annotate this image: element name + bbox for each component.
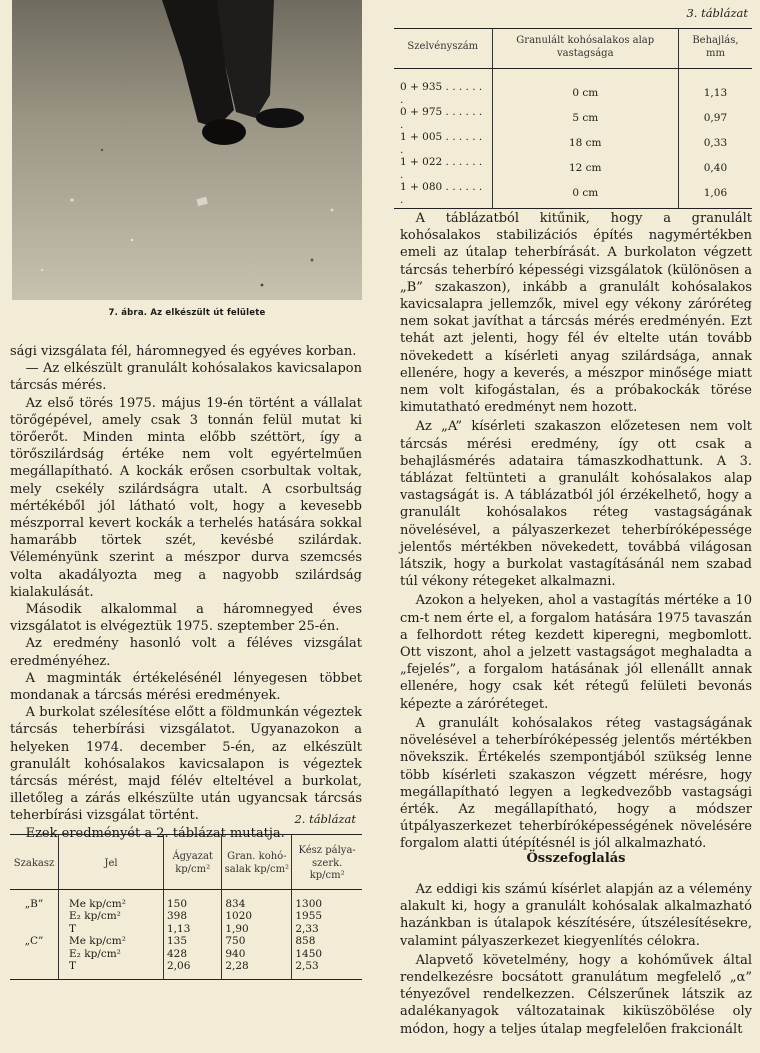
paragraph: A granulált kohósalakos réteg vastagságának növelésével a teherbíróképesség jelentős mértékben növekszik. Értékelés szempontjából szükség lenne több kísérleti szakaszon végzett mérésre, hogy megállapítható legyen a legkedvezőbb vastagsági érték. Az megállapítható, hogy a módszer útpályaszerkezet teherbíróképességének növelésére forgalom alatti útépítésnél is jól alkalmazható.	[400, 715, 752, 852]
table-row	[394, 156, 752, 181]
table-cell: 1,06	[678, 181, 752, 209]
paragraph: Az „A” kísérleti szakaszon előzetesen nem volt tárcsás mérési eredmény, így ott csak a behajlásmérés adataira támaszkodhattunk. A 3. táblázat feltünteti a granulált kohósalakos alap vastagságát is. A táblázatból jól érzékelhető, hogy a granulált kohósalakos réteg vastagságának növelésével, a pályaszerkezet teherbíróképessége jelentős mértékben növekedett, továbbá világosan látszik, hogy a burkolat vastagításánál nem szabad túl vékony rétegeket alkalmazni.	[400, 419, 752, 590]
paragraph: — Az elkészült granulált kohósalakos kavicsalapon tárcsás mérés.	[10, 361, 362, 394]
paragraph: Az eredmény hasonló volt a féléves vizsgálat eredményéhez.	[10, 636, 362, 669]
table-cell: T	[59, 923, 164, 936]
figure-photo	[12, 0, 362, 300]
table-cell: 858	[292, 935, 362, 948]
table-cell: 428	[164, 948, 222, 961]
shoe-right	[256, 108, 304, 128]
table-cell: 135	[164, 935, 222, 948]
table-cell: Me kp/cm²	[59, 889, 164, 910]
table-2-grid	[10, 834, 362, 980]
table-cell	[10, 948, 59, 961]
table-cell: 398	[164, 910, 222, 923]
table-cell: Me kp/cm²	[59, 935, 164, 948]
right-column-text	[400, 210, 752, 853]
paragraph: Alapvető követelmény, hogy a kohóművek által rendelkezésre bocsátott granulátum megfelelő „α” tényezővel rendelkezzen. Célszerűnek látszik az adalékanyagok változatainak kiküszöbölése oly módon, hogy a teljes útalap megfelelően frakcionált	[400, 952, 752, 1037]
table-row	[10, 889, 362, 910]
table-cell	[10, 910, 59, 923]
table-cell: 1 + 080 . . . . . . .	[400, 181, 483, 206]
table-cell: „B”	[24, 897, 44, 910]
table-cell: 1 + 005 . . . . . . .	[400, 131, 483, 156]
table-row	[394, 69, 752, 107]
summary-text	[400, 881, 752, 1038]
paragraph: sági vizsgálata fél, háromnegyed és egyéves korban.	[10, 344, 357, 359]
table-header-cell: Granulált kohósalakos alap vastagsága	[492, 29, 678, 69]
table-cell: E₂ kp/cm²	[59, 948, 164, 961]
table-cell	[10, 923, 59, 936]
table-row	[394, 131, 752, 156]
table-cell: 0,33	[678, 131, 752, 156]
table-cell: 1300	[292, 889, 362, 910]
table-cell: 2,33	[292, 923, 362, 936]
table-row	[10, 910, 362, 923]
table-cell: 5 cm	[492, 106, 678, 131]
paragraph: Második alkalommal a háromnegyed éves vizsgálatot is elvégeztük 1975. szeptember 25-én.	[10, 602, 362, 635]
table-header-cell: Ágyazat kp/cm²	[164, 835, 222, 890]
table-row	[394, 106, 752, 131]
table-cell: 0 cm	[492, 69, 678, 107]
table-row	[10, 960, 362, 979]
table-header-cell: Szakasz	[10, 835, 59, 890]
table-header-cell: Kész pálya-szerk. kp/cm²	[292, 835, 362, 890]
table-cell: 834	[222, 889, 292, 910]
left-column-text	[10, 343, 362, 842]
table-cell: 0,40	[678, 156, 752, 181]
paragraph: A táblázatból kitűnik, hogy a granulált kohósalakos stabilizációs építés nagymértékben emeli az útalap teherbírását. A burkolaton végzett tárcsás teherbíró képességi vizsgálatok (különösen a „B” szakaszon), inkább a granulált kohósalakos kavicsalapra jellemzők, mivel egy vékony záróréteg nem sokat javíthat a tárcsás mérés eredményén. Ezt tehát azt jelenti, hogy fél év eltelte után tovább növekedett a kísérleti anyag szilárdsága, annak ellenére, hogy a keverés, a mészpor minősége miatt nem volt kifogástalan, és a próbakockák törése kimutatható eredményt nem hozott.	[400, 211, 752, 416]
paragraph: Azokon a helyeken, ahol a vastagítás mértéke a 10 cm-t nem érte el, a forgalom hatására 1975 tavaszán a felhordott réteg kezdett kiperegni, megbomlott. Ott viszont, ahol a jelzett vastagságot meghaladta a „fejelés”, a forgalom hatásának jól ellenállt annak ellenére, hogy csak két rétegű felületi bevonás képezte a záróréteget.	[400, 593, 752, 712]
paragraph: A magminták értékelésénél lényegesen többet mondanak a tárcsás mérési eredmények.	[10, 670, 362, 704]
table-cell: 2,28	[222, 960, 292, 979]
table-cell: 12 cm	[492, 156, 678, 181]
table-2	[10, 812, 362, 980]
table-header-cell: Gran. kohó-salak kp/cm²	[222, 835, 292, 890]
shoe-left	[202, 119, 246, 145]
road-surface-illustration	[12, 0, 362, 300]
table-cell: 1020	[222, 910, 292, 923]
table-cell: 0 + 975 . . . . . . .	[400, 106, 483, 131]
table-cell: T	[59, 960, 164, 979]
table-cell: 18 cm	[492, 131, 678, 156]
table-cell: 150	[164, 889, 222, 910]
table-cell: 750	[222, 935, 292, 948]
table-cell	[10, 960, 59, 979]
paragraph: Az első törés 1975. május 19-én történt a vállalat törőgépével, amely csak 3 tonnán felül mutat ki törőerőt. Minden minta előbb széttört, így a törőszilárdság értéke nem volt egyértelműen megállapítható. A kockák erősen csorbultak voltak, mely csekély szilárdságra utalt. A csorbultság mértékéből jól látható volt, hogy a kevesebb mészporral kevert kockák a terhelés hatására sokkal hamarább törtek szét, kevésbé szilárdak. Véleményünk szerint a mészpor durva szemcsés volta akadályozta meg a nagyobb szilárdság kialakulását.	[10, 395, 362, 600]
table-cell: 1955	[292, 910, 362, 923]
table-cell: 2,53	[292, 960, 362, 979]
table-cell: 1,90	[222, 923, 292, 936]
table-cell: 1,13	[164, 923, 222, 936]
table-2-title: 2. táblázat	[294, 812, 356, 826]
table-cell: 0 cm	[492, 181, 678, 209]
table-header-cell: Szelvényszám	[394, 29, 492, 69]
table-cell: 1,13	[678, 69, 752, 107]
table-row	[394, 181, 752, 209]
table-cell: 2,06	[164, 960, 222, 979]
table-cell: 0,97	[678, 106, 752, 131]
paragraph: Az eddigi kis számú kísérlet alapján az a vélemény alakult ki, hogy a granulált kohósalak alkalmazható hazánkban is útalapok készítésére, útszélesítésekre, valamint pályaszerkezet kiegyenlítés célokra.	[400, 882, 752, 949]
table-row	[10, 948, 362, 961]
table-3-title: 3. táblázat	[686, 6, 748, 20]
table-header-cell: Jel	[59, 835, 164, 890]
table-cell: E₂ kp/cm²	[59, 910, 164, 923]
table-row	[10, 923, 362, 936]
table-cell: „C”	[24, 935, 44, 947]
table-cell: 940	[222, 948, 292, 961]
section-heading-summary: Összefoglalás	[526, 851, 626, 866]
table-cell: 1450	[292, 948, 362, 961]
table-row	[10, 935, 362, 948]
table-header-cell: Behajlás, mm	[678, 29, 752, 69]
paragraph: Ezek eredményét a 2. táblázat mutatja.	[25, 825, 285, 841]
paragraph: A burkolat szélesítése előtt a földmunkán végeztek tárcsás teherbírási vizsgálatot. Ugyanazokon a helyeken 1974. december 5-én, az elkészült granulált kohósalakos kavicsalapon is végeztek tárcsás mérést, majd félév elteltével a burkolat, illetőleg a zárás elkészülte után ugyancsak tárcsás teherbírási vizsgálat történt.	[10, 705, 362, 824]
table-cell: 0 + 935 . . . . . . .	[400, 81, 483, 106]
figure-caption: 7. ábra. Az elkészült út felülete	[108, 308, 266, 318]
table-3-grid	[394, 28, 752, 209]
table-cell: 1 + 022 . . . . . . .	[400, 156, 483, 181]
table-3	[394, 6, 752, 209]
